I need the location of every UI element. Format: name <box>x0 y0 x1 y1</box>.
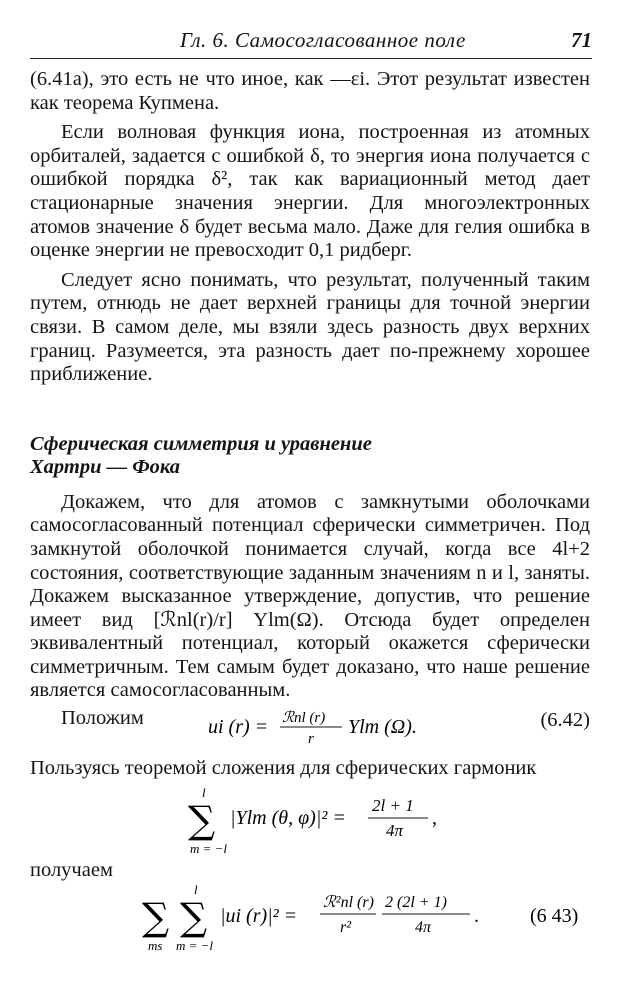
sum-upper-limit: l <box>202 784 206 800</box>
addition-theorem-formula <box>30 781 590 859</box>
section-heading-line-1: Сферическая симметрия и уравнение <box>30 432 372 455</box>
equation-6-42 <box>208 709 428 749</box>
eq-642-frac-num: ℛnl (r) <box>282 710 326 727</box>
eq-643-frac1-den: r² <box>340 919 352 937</box>
page-body <box>30 68 590 954</box>
equation-6-43-line <box>30 874 590 954</box>
eq-643-tail: . <box>474 905 479 928</box>
paragraph-2: Если волновая функция иона, построенная из атомных орбиталей, задается с ошибкой δ, то энергия иона получается с ошибкой порядка δ², так как вариационный метод дает стационарные значения энергии. Для многоэлектронных атомов значение δ будет весьма мало. Даже для гелия ошибка в оценке энергии не превосходит 0,1 ридберг. <box>30 121 590 262</box>
equation-number-6-42: (6.42) <box>540 709 590 732</box>
sum-lower-limit: m = −l <box>190 840 228 856</box>
addition-frac-num: 2l + 1 <box>372 795 414 815</box>
page-number: 71 <box>571 28 592 52</box>
equation-number-6-43: (6 43) <box>530 905 579 928</box>
page-header <box>30 28 592 54</box>
paragraph-4: Докажем, что для атомов с замкнутыми оболочками самосогласованный потенциал сферически симметричен. Под замкнутой оболочкой понимается случай, когда все 4l+2 состояния, соответствующие заданным значениям n и l, заняты. Докажем высказанное утверждение, допустив, что решение имеет вид [ℛnl(r)/r] Ylm(Ω). Отсюда будет определен эквивалентный потенциал, который окажется сферически симметричным. Тем самым будет доказано, что наше решение является самосогласованным. <box>30 490 590 702</box>
running-title: Гл. 6. Самосогласованное поле <box>180 28 466 52</box>
eq-642-frac-den: r <box>308 731 314 748</box>
section-heading-line-2: Хартри — Фока <box>30 455 181 478</box>
eq-643-body: |ui (r)|² = <box>220 905 298 928</box>
equation-addition-theorem <box>30 781 590 859</box>
sum2-upper-limit: l <box>194 882 198 898</box>
equation-intro-label: Положим <box>61 707 144 730</box>
eq-643-frac1-num: ℛ²nl (r) <box>323 894 374 912</box>
eq-642-lhs: ui (r) = <box>208 716 269 739</box>
addition-body: |Ylm (θ, φ)|² = <box>230 806 346 829</box>
addition-tail: , <box>432 806 437 829</box>
sum1-symbol: ∑ <box>142 895 170 940</box>
equation-6-43 <box>30 874 590 954</box>
eq-642-rhs: Ylm (Ω). <box>348 716 417 739</box>
sum2-symbol: ∑ <box>180 895 208 940</box>
sum1-lower-limit: ms <box>148 938 163 954</box>
paragraph-3: Следует ясно понимать, что результат, полученный таким путем, отнюдь не дает верхней границы для точной энергии связи. В самом деле, мы взяли здесь разность двух верхних границ. Разумеется, эта разность дает по-прежнему хорошее приближение. <box>30 268 590 386</box>
eq-643-frac2-den: 4π <box>415 919 432 937</box>
equation-6-42-line <box>30 703 590 748</box>
header-rule <box>30 58 592 59</box>
sum2-lower-limit: m = −l <box>176 938 214 954</box>
addition-frac-den: 4π <box>386 820 404 840</box>
eq-643-frac2-num: 2 (2l + 1) <box>385 894 447 912</box>
paragraph-7: получаем <box>30 858 113 881</box>
paragraph-6: Пользуясь теоремой сложения для сферических гармоник <box>30 757 537 780</box>
paragraph-1: (6.41а), это есть не что иное, как —εi. Этот результат известен как теорема Купмена. <box>30 68 590 114</box>
sum-symbol: ∑ <box>188 797 216 842</box>
